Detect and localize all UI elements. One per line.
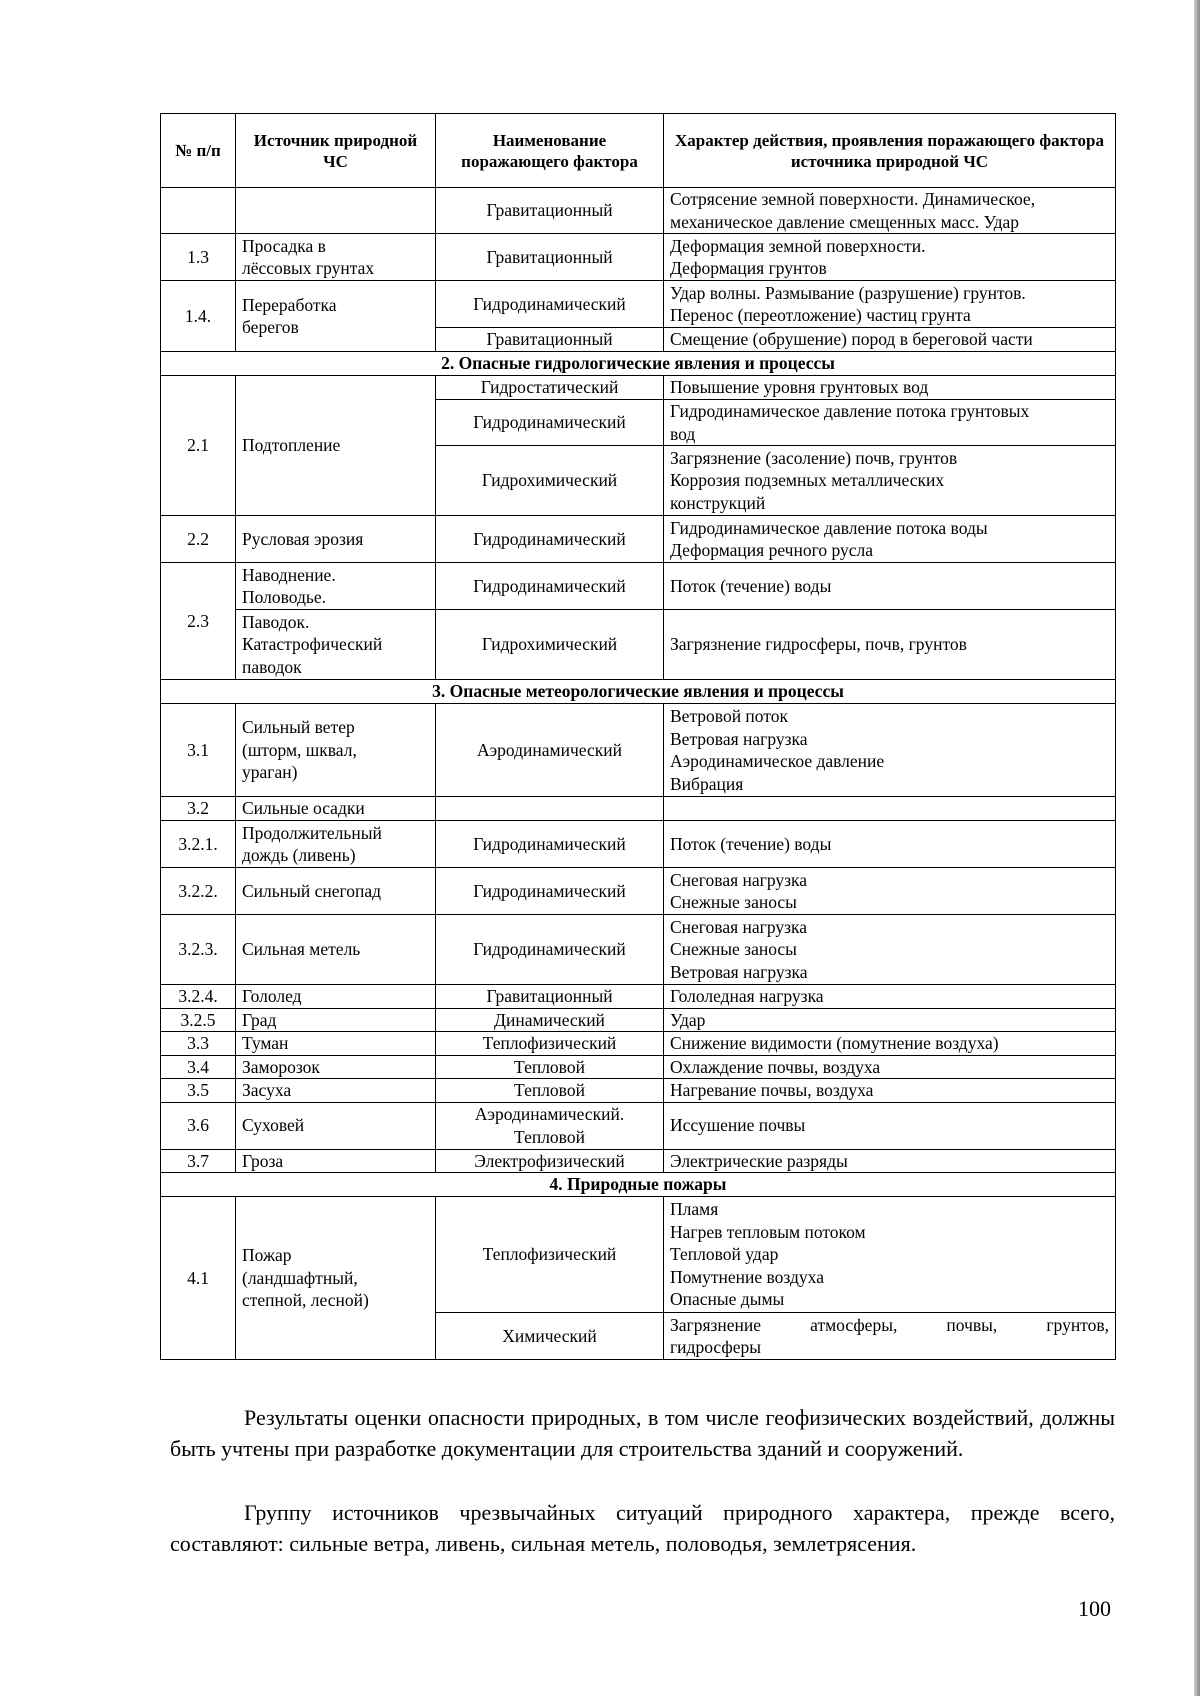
cell-factor: [436, 797, 664, 821]
cell-source: [236, 188, 436, 234]
cell-source: [236, 563, 436, 610]
cell-effect: Повышение уровня грунтовых вод: [664, 376, 1116, 400]
cell-factor: Электрофизический: [436, 1149, 664, 1173]
cell-effect: Удар: [664, 1008, 1116, 1032]
header-factor: Наименование поражающего фактора: [436, 114, 664, 188]
effect-line: Снежные заносы: [670, 939, 797, 960]
section-row: [161, 1173, 1116, 1197]
effect-line: Гидродинамическое давление потока воды: [670, 517, 988, 538]
cell-effect: [664, 188, 1116, 234]
source-line: степной, лесной): [242, 1290, 369, 1311]
cell-source: Гроза: [236, 1149, 436, 1173]
table-row: [161, 985, 1116, 1009]
header-effect: Характер действия, проявления поражающего фактора источника природной ЧС: [664, 114, 1116, 188]
cell-effect: Поток (течение) воды: [664, 563, 1116, 610]
table-row: [161, 821, 1116, 868]
table-row: [161, 376, 1116, 400]
cell-factor: Гидростатический: [436, 376, 664, 400]
source-line: берегов: [242, 317, 299, 337]
source-line: (шторм, шквал,: [242, 739, 357, 760]
hazard-table: [160, 113, 1116, 1360]
source-line: ураган): [242, 762, 298, 783]
cell-effect: Электрические разряды: [664, 1149, 1116, 1173]
cell-effect: Охлаждение почвы, воздуха: [664, 1055, 1116, 1079]
cell-factor: Гравитационный: [436, 234, 664, 281]
cell-effect: Нагревание почвы, воздуха: [664, 1079, 1116, 1103]
effect-line: Снеговая нагрузка: [670, 916, 808, 937]
table-row: [161, 1032, 1116, 1056]
cell-number: 2.1: [161, 376, 236, 516]
table-row: [161, 704, 1116, 797]
effect-line: Перенос (переотложение) частиц грунта: [670, 305, 971, 325]
cell-number: 3.2.2.: [161, 868, 236, 915]
section-row: [161, 680, 1116, 704]
cell-effect: Загрязнение гидросферы, почв, грунтов: [664, 610, 1116, 680]
cell-factor: Химический: [436, 1313, 664, 1360]
source-line: лёссовых грунтах: [242, 258, 375, 278]
cell-factor: Теплофизический: [436, 1197, 664, 1313]
effect-line: механическое давление смещенных масс. Удар: [670, 211, 1020, 232]
cell-number: 3.2.1.: [161, 821, 236, 868]
page-edge-shadow: [1194, 0, 1200, 1696]
cell-factor: Гидродинамический: [436, 915, 664, 985]
table-row: [161, 563, 1116, 610]
cell-effect: [664, 1197, 1116, 1313]
effect-line: Нагрев тепловым потоком: [670, 1221, 866, 1242]
cell-effect: [664, 234, 1116, 281]
source-line: Переработка: [242, 294, 337, 315]
cell-effect: [664, 915, 1116, 985]
section-title: 4. Природные пожары: [161, 1173, 1116, 1197]
cell-effect: [664, 797, 1116, 821]
source-line: Катастрофический: [242, 634, 383, 655]
effect-line: Коррозия подземных металлических: [670, 470, 945, 491]
cell-source: Туман: [236, 1032, 436, 1056]
cell-effect: [664, 281, 1116, 328]
cell-source: Суховей: [236, 1102, 436, 1149]
source-line: Половодье.: [242, 587, 327, 607]
cell-effect: Гололедная нагрузка: [664, 985, 1116, 1009]
cell-source: Сильный снегопад: [236, 868, 436, 915]
cell-effect: [664, 868, 1116, 915]
table-row: [161, 1008, 1116, 1032]
effect-line: Помутнение воздуха: [670, 1266, 824, 1287]
effect-line: Удар волны. Размывание (разрушение) грунтов.: [670, 282, 1026, 303]
cell-source: [236, 610, 436, 680]
cell-factor: Гравитационный: [436, 985, 664, 1009]
source-line: Наводнение.: [242, 564, 336, 585]
cell-factor: Аэродинамический: [436, 704, 664, 797]
cell-number: 3.2.5: [161, 1008, 236, 1032]
effect-line: Ветровая нагрузка: [670, 728, 808, 749]
effect-line: Снежные заносы: [670, 892, 797, 912]
paragraph: Группу источников чрезвычайных ситуаций природного характера, прежде всего, составляют: сильные ветра, ливень, сильная метель, половодья, землетрясения.: [170, 1500, 1115, 1556]
source-line: Пожар: [242, 1245, 292, 1266]
effect-line: Пламя: [670, 1199, 719, 1220]
effect-line: Вибрация: [670, 773, 744, 794]
cell-number: 1.4.: [161, 281, 236, 352]
cell-source: Подтопление: [236, 376, 436, 516]
effect-line: конструкций: [670, 492, 766, 513]
cell-factor: Гидродинамический: [436, 821, 664, 868]
effect-line: Загрязнение (засоление) почв, грунтов: [670, 447, 958, 468]
source-line: паводок: [242, 656, 302, 677]
cell-source: Засуха: [236, 1079, 436, 1103]
cell-factor: Гидродинамический: [436, 563, 664, 610]
table-row: [161, 1055, 1116, 1079]
section-title: 3. Опасные метеорологические явления и процессы: [161, 680, 1116, 704]
source-line: Сильный ветер: [242, 717, 355, 738]
table-row: [161, 1149, 1116, 1173]
cell-factor: Гравитационный: [436, 188, 664, 234]
cell-factor: Аэродинамический. Тепловой: [436, 1102, 664, 1149]
cell-effect: [664, 400, 1116, 446]
table-row: [161, 1102, 1116, 1149]
cell-number: 3.1: [161, 704, 236, 797]
cell-source: Гололед: [236, 985, 436, 1009]
table-row: [161, 797, 1116, 821]
cell-source: [236, 234, 436, 281]
source-line: дождь (ливень): [242, 845, 356, 865]
table-row: [161, 1197, 1116, 1313]
cell-source: Град: [236, 1008, 436, 1032]
cell-source: [236, 704, 436, 797]
cell-source: Сильная метель: [236, 915, 436, 985]
header-source: Источник природной ЧС: [236, 114, 436, 188]
section-title: 2. Опасные гидрологические явления и процессы: [161, 352, 1116, 376]
section-row: [161, 352, 1116, 376]
cell-factor: Гидродинамический: [436, 516, 664, 563]
cell-effect: [664, 704, 1116, 797]
effect-line: Загрязнение атмосферы, почвы, грунтов,: [670, 1314, 1109, 1335]
table-row: [161, 1079, 1116, 1103]
cell-factor: Гидрохимический: [436, 610, 664, 680]
cell-factor: Гидродинамический: [436, 868, 664, 915]
effect-line: Сотрясение земной поверхности. Динамическое,: [670, 189, 1036, 209]
table-row: [161, 234, 1116, 281]
cell-source: [236, 821, 436, 868]
effect-line: Аэродинамическое давление: [670, 751, 885, 771]
cell-number: 2.3: [161, 563, 236, 680]
effect-line: Тепловой удар: [670, 1244, 779, 1265]
cell-effect: [664, 516, 1116, 563]
effect-line: Ветровой поток: [670, 706, 788, 726]
cell-factor: Гравитационный: [436, 328, 664, 352]
cell-factor: Гидрохимический: [436, 446, 664, 516]
cell-number: 3.4: [161, 1055, 236, 1079]
header-number: № п/п: [161, 114, 236, 188]
effect-line: Гидродинамическое давление потока грунтовых: [670, 401, 1030, 421]
cell-factor: Гидродинамический: [436, 400, 664, 446]
cell-effect: [664, 446, 1116, 516]
effect-line: Снеговая нагрузка: [670, 869, 808, 890]
cell-factor: Теплофизический: [436, 1032, 664, 1056]
table-row: [161, 281, 1116, 328]
effect-line: Опасные дымы: [670, 1289, 785, 1310]
cell-number: 3.6: [161, 1102, 236, 1149]
cell-number: 4.1: [161, 1197, 236, 1360]
source-line: Паводок.: [242, 611, 310, 632]
cell-factor: Тепловой: [436, 1055, 664, 1079]
cell-effect: Смещение (обрушение) пород в береговой части: [664, 328, 1116, 352]
cell-number: 3.7: [161, 1149, 236, 1173]
cell-effect: [664, 1313, 1116, 1360]
cell-number: 3.5: [161, 1079, 236, 1103]
cell-number: 3.3: [161, 1032, 236, 1056]
effect-line: гидросферы: [670, 1337, 761, 1357]
cell-source: [236, 281, 436, 352]
cell-effect: Снижение видимости (помутнение воздуха): [664, 1032, 1116, 1056]
cell-number: [161, 188, 236, 234]
cell-factor: Динамический: [436, 1008, 664, 1032]
source-line: Просадка в: [242, 235, 326, 256]
table-row: [161, 516, 1116, 563]
cell-number: 3.2.4.: [161, 985, 236, 1009]
cell-source: Русловая эрозия: [236, 516, 436, 563]
cell-number: 3.2: [161, 797, 236, 821]
table-row: [161, 188, 1116, 234]
cell-effect: Иссушение почвы: [664, 1102, 1116, 1149]
effect-line: Деформация речного русла: [670, 540, 873, 560]
cell-source: [236, 1197, 436, 1360]
effect-line: вод: [670, 423, 696, 444]
source-line: Продолжительный: [242, 822, 382, 843]
cell-number: 1.3: [161, 234, 236, 281]
table-header-row: [161, 114, 1116, 188]
table-row: [161, 868, 1116, 915]
cell-source: Сильные осадки: [236, 797, 436, 821]
effect-line: Деформация грунтов: [670, 258, 827, 278]
cell-number: 2.2: [161, 516, 236, 563]
page-number: 100: [1078, 1596, 1111, 1621]
cell-factor: Гидродинамический: [436, 281, 664, 328]
cell-number: 3.2.3.: [161, 915, 236, 985]
effect-line: Деформация земной поверхности.: [670, 235, 926, 256]
cell-source: Заморозок: [236, 1055, 436, 1079]
table-row: [161, 610, 1116, 680]
effect-line: Ветровая нагрузка: [670, 961, 808, 982]
source-line: (ландшафтный,: [242, 1267, 358, 1288]
cell-factor: Тепловой: [436, 1079, 664, 1103]
paragraph: Результаты оценки опасности природных, в том числе геофизических воздействий, должны быть учтены при разработке документации для строительства зданий и сооружений.: [170, 1405, 1115, 1461]
cell-effect: Поток (течение) воды: [664, 821, 1116, 868]
table-row: [161, 915, 1116, 985]
